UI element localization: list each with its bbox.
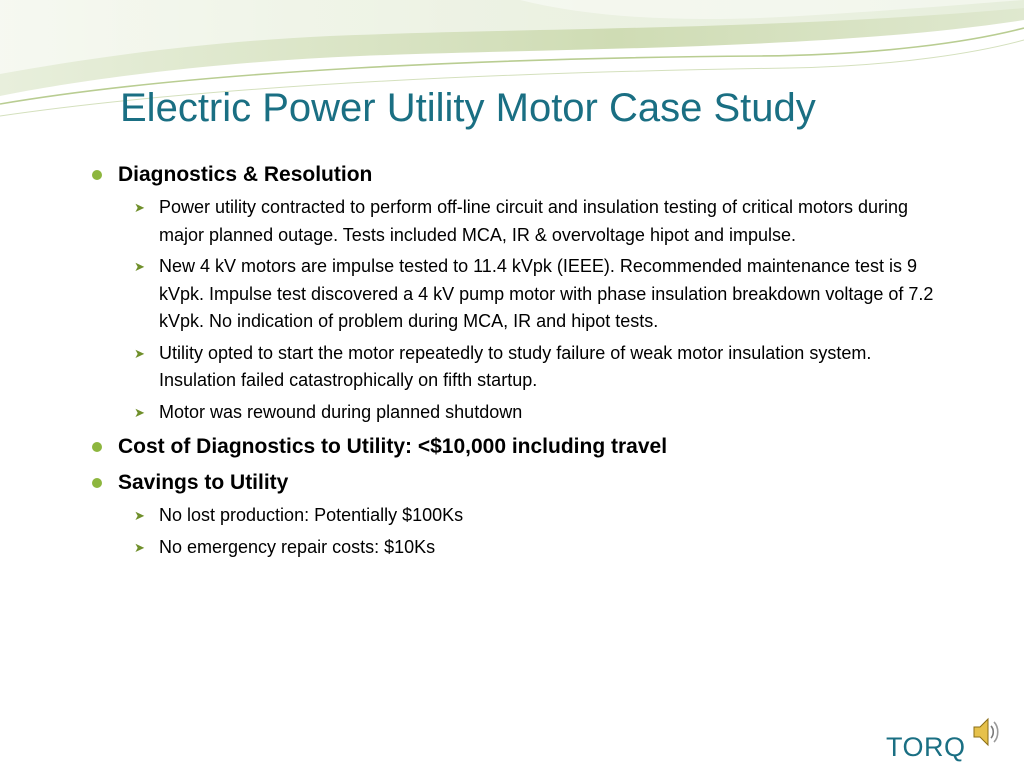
bullet-cost-of-diagnostics [88, 432, 948, 462]
sub-bullet-text: New 4 kV motors are impulse tested to 11.4 kVpk (IEEE). Recommended maintenance test is 9 kVpk. Impulse test discovered a 4 kV pump motor with phase insulation breakdown voltage of 7.2 kVpk. No indication of problem during MCA, IR and hipot tests. [159, 256, 934, 331]
sub-bullet-text: No lost production: Potentially $100Ks [159, 505, 464, 525]
green-dot-bullet-icon [92, 442, 102, 452]
arrowhead-bullet-icon: ➤ [134, 539, 145, 555]
torq-logo: TORQ [886, 732, 966, 762]
sub-bullet-text: Motor was rewound during planned shutdown [159, 401, 523, 422]
green-dot-bullet-icon [92, 478, 102, 488]
sub-bullet-item [134, 340, 948, 395]
bullet-heading: Diagnostics & Resolution [118, 163, 373, 186]
bullet-heading: Savings to Utility [118, 471, 289, 494]
slide-title: Electric Power Utility Motor Case Study [120, 86, 816, 130]
sub-bullet-item [134, 399, 948, 427]
bullet-heading: Cost of Diagnostics to Utility: <$10,000 including travel [118, 435, 668, 458]
sub-bullet-item [134, 253, 948, 336]
speaker-icon[interactable] [972, 714, 1000, 750]
sub-bullet-item [134, 534, 948, 562]
arrowhead-bullet-icon: ➤ [134, 404, 145, 420]
sub-bullet-text: Power utility contracted to perform off-line circuit and insulation testing of critical motors during major planned outage. Tests included MCA, IR & overvoltage hipot and impulse. [159, 197, 909, 245]
slide-body [88, 160, 948, 561]
green-dot-bullet-icon [92, 170, 102, 180]
bullet-diagnostics-resolution [88, 160, 948, 190]
arrowhead-bullet-icon: ➤ [134, 345, 145, 361]
sub-bullet-text: Utility opted to start the motor repeatedly to study failure of weak motor insulation system. Insulation failed catastrophically on fifth startup. [159, 342, 872, 390]
sub-bullet-item [134, 194, 948, 249]
sub-bullet-item [134, 502, 948, 530]
sub-bullet-text: No emergency repair costs: $10Ks [159, 536, 436, 557]
arrowhead-bullet-icon: ➤ [134, 508, 145, 523]
arrowhead-bullet-icon: ➤ [134, 259, 145, 274]
arrowhead-bullet-icon: ➤ [134, 200, 145, 215]
bullet-savings-to-utility [88, 468, 948, 498]
